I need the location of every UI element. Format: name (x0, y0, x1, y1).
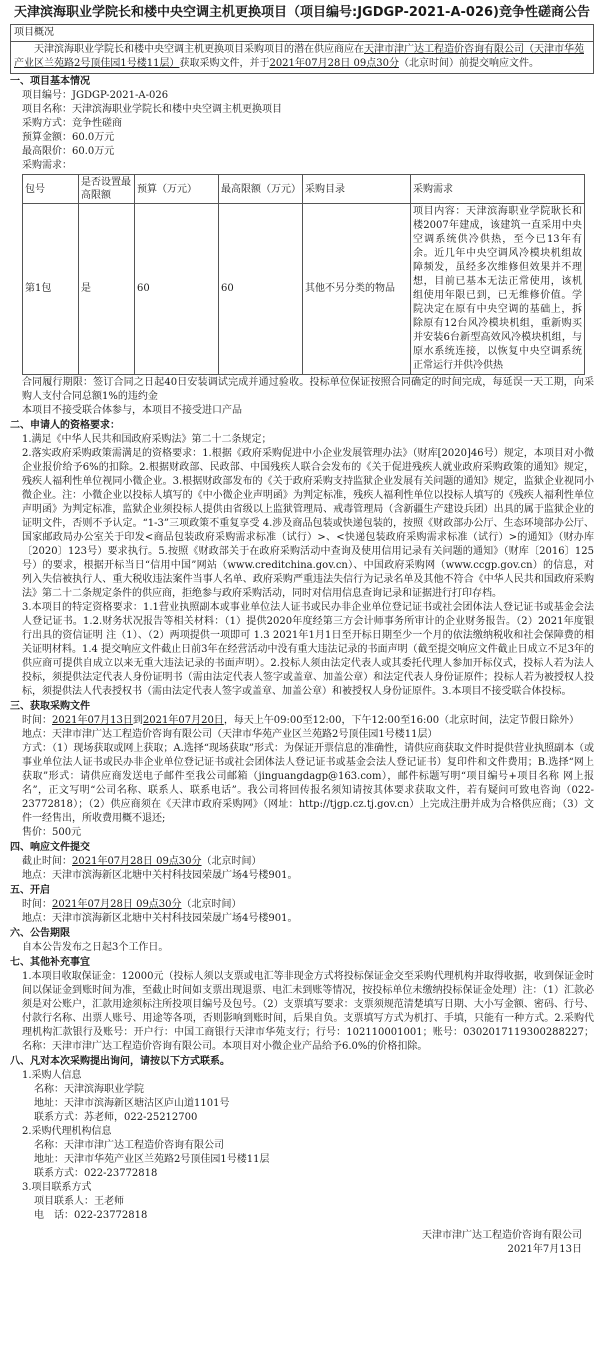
obtain-time-label: 时间： (22, 715, 52, 726)
obtain-time (10, 714, 594, 728)
table-header-row (23, 175, 585, 204)
submission-deadline: 2021年07月28日 09点30分 (269, 58, 399, 69)
table-header: 最高限额（万元） (219, 175, 303, 204)
signature-date: 2021年7月13日 (507, 1244, 582, 1255)
budget-amount: 预算金额：60.0万元 (22, 132, 115, 143)
procurement-method: 采购方式：竞争性磋商 (22, 118, 122, 129)
max-price: 最高限价：60.0万元 (22, 146, 115, 157)
table-cell-catalog: 其他不另分类的物品 (303, 204, 411, 375)
submission-place: 地点：天津市滨海新区北塘中关村科技园荣晟广场4号楼901。 (22, 870, 298, 881)
document-price: 售价：500元 (22, 827, 82, 838)
obtain-time-separator: 到 (132, 715, 143, 726)
overview-label: 项目概况 (11, 25, 593, 42)
section-heading-6: 六、公告期限 (10, 928, 70, 939)
overview-box (10, 24, 594, 74)
qualification-3: 3.本项目的特定资格要求：1.1营业执照副本或事业单位法人证书或民办非企业单位登记证书或社会团体法人登记证书或基金会法人登记证书。1.2.财务状况报告等相关材料：（1）提供2020年度经第三方会计师事务所审计的企业财务报告。（2）2021年度银行出具的资信证明 注（1）、（2）两项提供一项即可 1.3 2021年1月1日至开标日期至少一个月的依法缴纳税收和社会保障费的相关证明材料。1.4 提交响应文件截止日前3年在经营活动中没有重大违法记录的书面声明（截至提交响应文件截止日成立不足3年的供应商可提供自成立以来无重大违法记录的书面声明）。2.投标人须由法定代表人或其委托代理人参加开标仪式，投标人若为法人投标，须提供法定代表人身份证明书（需由法定代表人签字或盖章、加盖公章）和法定代表人身份证原件；投标人若为被授权人投标，须提供法人代表授权书（需由法定代表人签字或盖章、加盖公章）和被授权人身份证原件。3.本项目不接受联合体投标。 (22, 602, 594, 697)
table-header: 是否设置最高限额 (79, 175, 135, 204)
opening-date: 2021年07月28日 09点30分 (52, 899, 182, 910)
section-heading-4: 四、响应文件提交 (10, 842, 90, 853)
deadline-label: 截止时间： (22, 856, 72, 867)
supplementary-text: 1.本项目收取保证金：12000元（投标人须以支票或电汇等非现金方式将投标保证金交至采购代理机构并取得收据，收到保证金时间以保证金到账时间为准，至截止时间如支票出现退票、电汇未到账等情况，按投标单位未缴纳投标保证金处理）注：（1）汇款必须是对公账户，汇款用途须标注所投项目编号及包号。（2）支票填写要求：支票须规范清楚填写日期、大小写金额、密码、行号、付款行名称、出票人账号、用途等各项，否则影响到账时间，后果自负。支票填写方式为机打、手填，只能有一种方式。2.采购代理机构汇款银行及账号：开户行：中国工商银行天津市华苑支行；行号：102110001001；账号：0302017119300288227；名称：天津市津广达工程造价咨询有限公司。本项目对小微企业产品给予6.0%的价格扣除。 (22, 971, 594, 1052)
document-location: 天津市津广达工程造价咨询有限公司（天津市华苑产业区兰苑路2号顶佳园1号楼11层） (14, 44, 584, 69)
section-heading-8: 八、凡对本次采购提出询问，请按以下方式联系。 (10, 1056, 230, 1067)
table-header: 预算（万元） (135, 175, 219, 204)
project-name: 项目名称：天津滨海职业学院长和楼中央空调主机更换项目 (22, 104, 282, 115)
section-heading-2: 二、申请人的资格要求： (10, 420, 120, 431)
purchaser-contact: 联系方式：苏老师，022-25212700 (34, 1112, 198, 1123)
table-cell-requirement: 项目内容：天津滨海职业学院耿长和楼2007年建成，该建筑一直采用中央空调系统供冷供热，至今已13年有余。近几年中央空调风冷模块机组故障频发，虽经多次维修但效果并不理想，目前已基本无法正常使用，该机组使用年限已到，已无维修价值。学院决定在原有中央空调的基础上，拆除原有12台风冷模块机组，重新购买并安装6台新型高效风冷模块机组，与原水系统连接，以恢复中央空调系统正常运行并供冷供热 (411, 204, 585, 375)
overview-text-1: 天津滨海职业学院长和楼中央空调主机更换项目采购项目的潜在供应商应在 (34, 44, 364, 55)
opening-time (10, 898, 594, 912)
table-header: 采购需求 (411, 175, 585, 204)
table-row (23, 204, 585, 375)
obtain-start-date: 2021年07月13日 (52, 715, 133, 726)
table-cell-budget: 60 (135, 204, 219, 375)
page-title: 天津滨海职业学院长和楼中央空调主机更换项目（项目编号:JGDGP-2021-A-026)竞争性磋商公告 (14, 5, 590, 20)
requirements-label: 采购需求： (22, 160, 72, 171)
overview-text (11, 42, 593, 73)
section-heading-5: 五、开启 (10, 885, 50, 896)
obtain-time-detail: ，每天上午09:00至12:00，下午12:00至16:00（北京时间，法定节假日除外） (223, 715, 580, 726)
agency-contact: 联系方式：022-23772818 (34, 1168, 158, 1179)
agency-address: 地址：天津市华苑产业区兰苑路2号顶佳园1号楼11层 (34, 1154, 270, 1165)
contact-project-heading: 3.项目联系方式 (22, 1182, 92, 1193)
agency-name: 名称：天津市津广达工程造价咨询有限公司 (34, 1140, 224, 1151)
consortium-note: 本项目不接受联合体参与，本项目不接受进口产品 (22, 405, 242, 416)
deadline-date: 2021年07月28日 09点30分 (72, 856, 202, 867)
section-heading-3: 三、获取采购文件 (10, 701, 90, 712)
requirements-table (22, 174, 585, 375)
contact-agency-heading: 2.采购代理机构信息 (22, 1126, 112, 1137)
notice-period: 自本公告发布之日起3个工作日。 (22, 942, 169, 953)
table-header: 采购目录 (303, 175, 411, 204)
purchaser-address: 地址：天津市滨海新区塘沽区庐山道1101号 (34, 1098, 230, 1109)
qualification-1: 1.满足《中华人民共和国政府采购法》第二十二条规定； (22, 434, 272, 445)
opening-place: 地点：天津市滨海新区北塘中关村科技园荣晟广场4号楼901。 (22, 913, 298, 924)
purchaser-name: 名称：天津滨海职业学院 (34, 1084, 144, 1095)
section-heading-7: 七、其他补充事宜 (10, 957, 90, 968)
section-heading-1: 一、项目基本情况 (10, 76, 90, 87)
contact-purchaser-heading: 1.采购人信息 (22, 1070, 82, 1081)
overview-text-3: （北京时间）前提交响应文件。 (398, 58, 539, 69)
table-cell-package: 第1包 (23, 204, 79, 375)
deadline-timezone: （北京时间） (201, 856, 262, 867)
opening-label: 时间： (22, 899, 52, 910)
table-header: 包号 (23, 175, 79, 204)
table-cell-max: 60 (219, 204, 303, 375)
overview-text-2: 获取采购文件，并于 (179, 58, 270, 69)
contract-term: 合同履行期限：签订合同之日起40日安装调试完成并通过验收。投标单位保证按照合同确定的时间完成，每延误一天工期，向采购人支付合同总额1%的违约金 (22, 377, 594, 402)
deadline-time (10, 855, 594, 869)
project-number: 项目编号：JGDGP-2021-A-026 (22, 90, 169, 101)
opening-timezone: （北京时间） (181, 899, 242, 910)
obtain-place: 地点：天津市津广达工程造价咨询有限公司（天津市华苑产业区兰苑路2号顶佳园1号楼11层） (22, 729, 438, 740)
signature-org: 天津市津广达工程造价咨询有限公司 (422, 1230, 582, 1241)
table-cell-limit: 是 (79, 204, 135, 375)
obtain-method: 方式：（1）现场获取或网上获取；A.选择“现场获取”形式：为保证开票信息的准确性，请供应商获取文件时提供营业执照副本（或事业单位法人证书或民办非企业单位登记证书或社会团体法人登记证书或基金会法人登记证书）复印件和文件费用；B.选择“网上获取”形式：请供应商发送电子邮件至我公司邮箱（jinguangdagp@163.com），邮件标题写明“项目编号+项目名称 网上报名”，正文写明“公司名称、联系人、联系电话”。我公司将回传报名须知请按其体要求获取文件，若有疑问可致电咨询（022-23772818）；（2）供应商须在《天津市政府采购网》（网址：http://tjgp.cz.tj.gov.cn）上完成注册并成为合格供应商；（3）文件一经售出，所收费用概不退还; (22, 743, 594, 824)
project-contact-phone: 电 话：022-23772818 (34, 1210, 148, 1221)
qualification-2: 2.落实政府采购政策需满足的资格要求：1.根据《政府采购促进中小企业发展管理办法》（财库[2020]46号）规定，本项目对小微企业报价给予6%的扣除。2.根据财政部、民政部、中国残疾人联合会发布的《关于促进残疾人就业政府采购政策的通知》规定，残疾人福利性单位视同小微企业。3.根据财政部发布的《关于政府采购支持监狱企业发展有关问题的通知》规定，监狱企业视同小微企业。注：小微企业以投标人填写的《中小微企业声明函》为判定标准，残疾人福利性单位以投标人填写的《残疾人福利性单位声明函》为判定标准，监狱企业须投标人提供由省级以上监狱管理局、戒毒管理局（含新疆生产建设兵团）出具的属于监狱企业的证明文件，否则不予认定。“1-3”三项政策不重复享受 4.涉及商品包装或快递包装的，按照《财政部办公厅、生态环境部办公厅、国家邮政局办公室关于印发<商品包装政府采购需求标准（试行）>、<快递包装政府采购需求标准（试行）>的通知》（财办库〔2020〕123号）要求执行。5.按照《财政部关于在政府采购活动中查询及使用信用记录有关问题的通知》（财库〔2016〕125号）的要求，根据开标当日“信用中国”网站（www.creditchina.gov.cn）、中国政府采购网（www.ccgp.gov.cn）的信息，对列入失信被执行人、重大税收违法案件当事人名单、政府采购严重违法失信行为记录名单及其他不符合《中华人民共和国政府采购法》第二十二条规定条件的供应商，拒绝参与政府采购活动，同时对信用信息查询记录和证据进行打印存档。 (22, 448, 594, 599)
obtain-end-date: 2021年07月20日 (142, 715, 224, 726)
project-contact-person: 项目联系人：王老师 (34, 1196, 124, 1207)
